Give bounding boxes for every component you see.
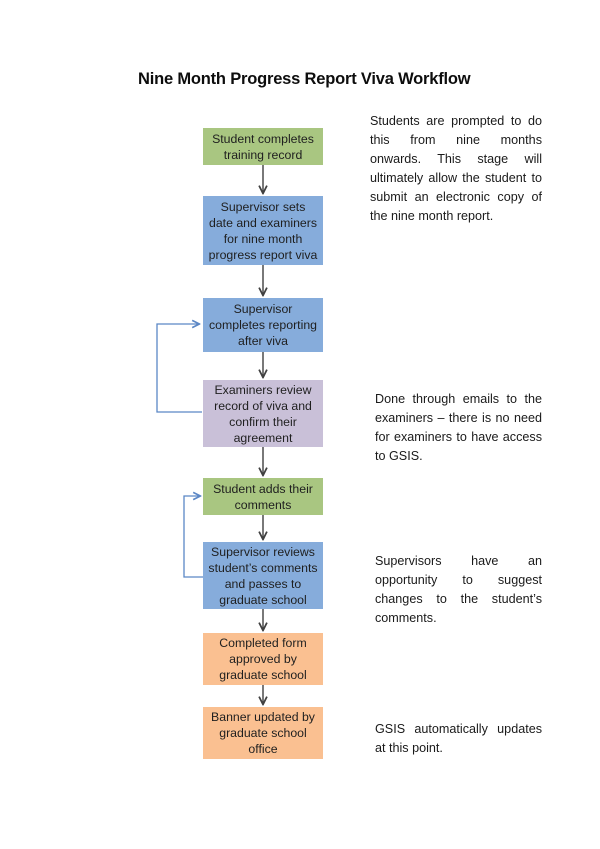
flow-box-supervisor-completes-reporting: Supervisor completes reporting after viva xyxy=(203,298,323,352)
feedback-loop-box4-to-box3 xyxy=(157,324,202,412)
flow-box-student-adds-comments: Student adds their comments xyxy=(203,478,323,515)
flow-box-supervisor-sets-date: Supervisor sets date and examiners for nine month progress report viva xyxy=(203,196,323,265)
page-title: Nine Month Progress Report Viva Workflow xyxy=(138,70,471,88)
flow-box-banner-updated: Banner updated by graduate school office xyxy=(203,707,323,759)
annotation-emails-to-examiners: Done through emails to the examiners – there is no need for examiners to have access to GSIS. xyxy=(375,392,542,463)
flow-box-student-completes-training-record: Student completes training record xyxy=(203,128,323,165)
feedback-loop-box6-to-box5 xyxy=(184,496,203,577)
flow-box-completed-form-approved: Completed form approved by graduate school xyxy=(203,633,323,685)
annotation-students-prompted: Students are prompted to do this from nine months onwards. This stage will ultimately allow the student to submit an electronic copy of the nine month report. xyxy=(370,114,542,223)
annotation-gsis-updates: GSIS automatically updates at this point. xyxy=(375,722,542,755)
flow-box-examiners-review-record: Examiners review record of viva and confirm their agreement xyxy=(203,380,323,447)
annotation-supervisors-opportunity: Supervisors have an opportunity to suggest changes to the student’s comments. xyxy=(375,554,542,625)
flow-box-supervisor-reviews-comments: Supervisor reviews student’s comments and passes to graduate school xyxy=(203,542,323,609)
